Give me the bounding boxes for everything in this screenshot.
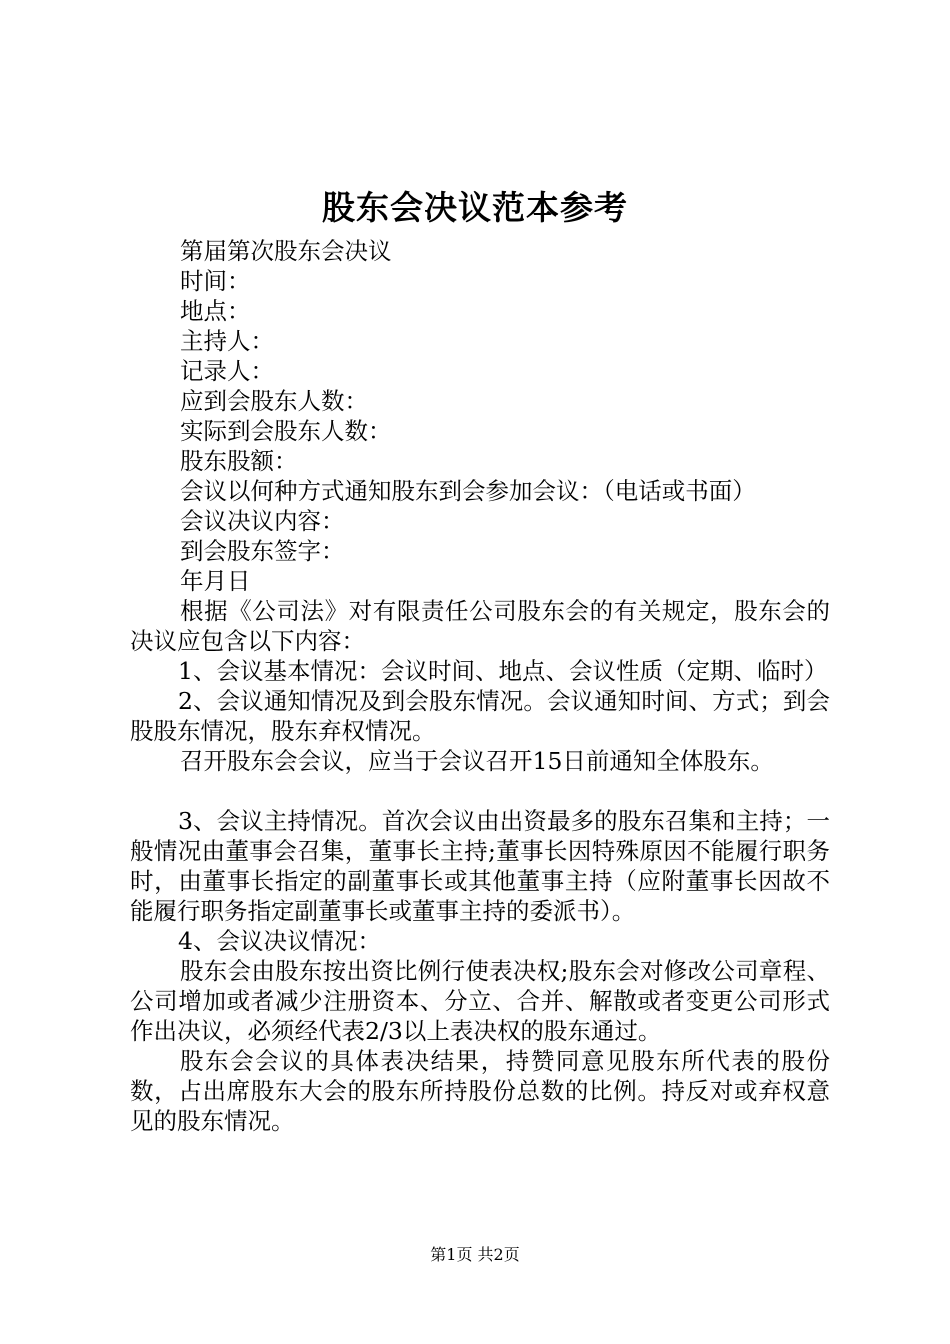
form-line-expected-attendance: 应到会股东人数： <box>180 387 368 415</box>
paragraph-notice: 召开股东会会议，应当于会议召开15日前通知全体股东。 <box>180 747 774 775</box>
form-line-time: 时间： <box>180 267 251 295</box>
paragraph-intro: 根据《公司法》对有限责任公司股东会的有关规定，股东会的决议应包含以下内容： <box>130 597 830 655</box>
form-line-location: 地点： <box>180 297 251 325</box>
blank-line <box>130 776 830 806</box>
paragraph-item-2: 2、会议通知情况及到会股东情况。会议通知时间、方式；到会股股东情况，股东弃权情况。 <box>130 687 830 745</box>
document-body <box>130 236 830 1136</box>
document-title: 股东会决议范本参考 <box>322 188 628 227</box>
form-line-host: 主持人： <box>180 327 274 355</box>
form-line-share-amount: 股东股额： <box>180 447 298 475</box>
form-line-recorder: 记录人： <box>180 357 274 385</box>
paragraph-item-4: 4、会议决议情况： <box>178 927 381 955</box>
form-line-date: 年月日 <box>180 567 251 595</box>
paragraph-item-3: 3、会议主持情况。首次会议由出资最多的股东召集和主持；一般情况由董事会召集，董事长主持;董事长因特殊原因不能履行职务时，由董事长指定的副董事长或其他董事主持（应附董事长因故不能履行职务指定副董事长或董事主持的委派书）。 <box>130 807 830 925</box>
form-line-notice-method: 会议以何种方式通知股东到会参加会议：（电话或书面） <box>180 477 756 505</box>
page-footer: 第1页 共2页 <box>430 1245 520 1264</box>
form-line-session: 第届第次股东会决议 <box>180 237 392 265</box>
form-line-signatures: 到会股东签字： <box>180 537 345 565</box>
paragraph-results: 股东会会议的具体表决结果，持赞同意见股东所代表的股份数，占出席股东大会的股东所持股份总数的比例。持反对或弃权意见的股东情况。 <box>130 1047 830 1135</box>
form-line-actual-attendance: 实际到会股东人数： <box>180 417 392 445</box>
form-line-resolution-content: 会议决议内容： <box>180 507 345 535</box>
paragraph-item-1: 1、会议基本情况：会议时间、地点、会议性质（定期、临时） <box>178 657 828 685</box>
paragraph-voting: 股东会由股东按出资比例行使表决权;股东会对修改公司章程、公司增加或者减少注册资本、分立、合并、解散或者变更公司形式作出决议，必须经代表2/3以上表决权的股东通过。 <box>130 957 830 1045</box>
